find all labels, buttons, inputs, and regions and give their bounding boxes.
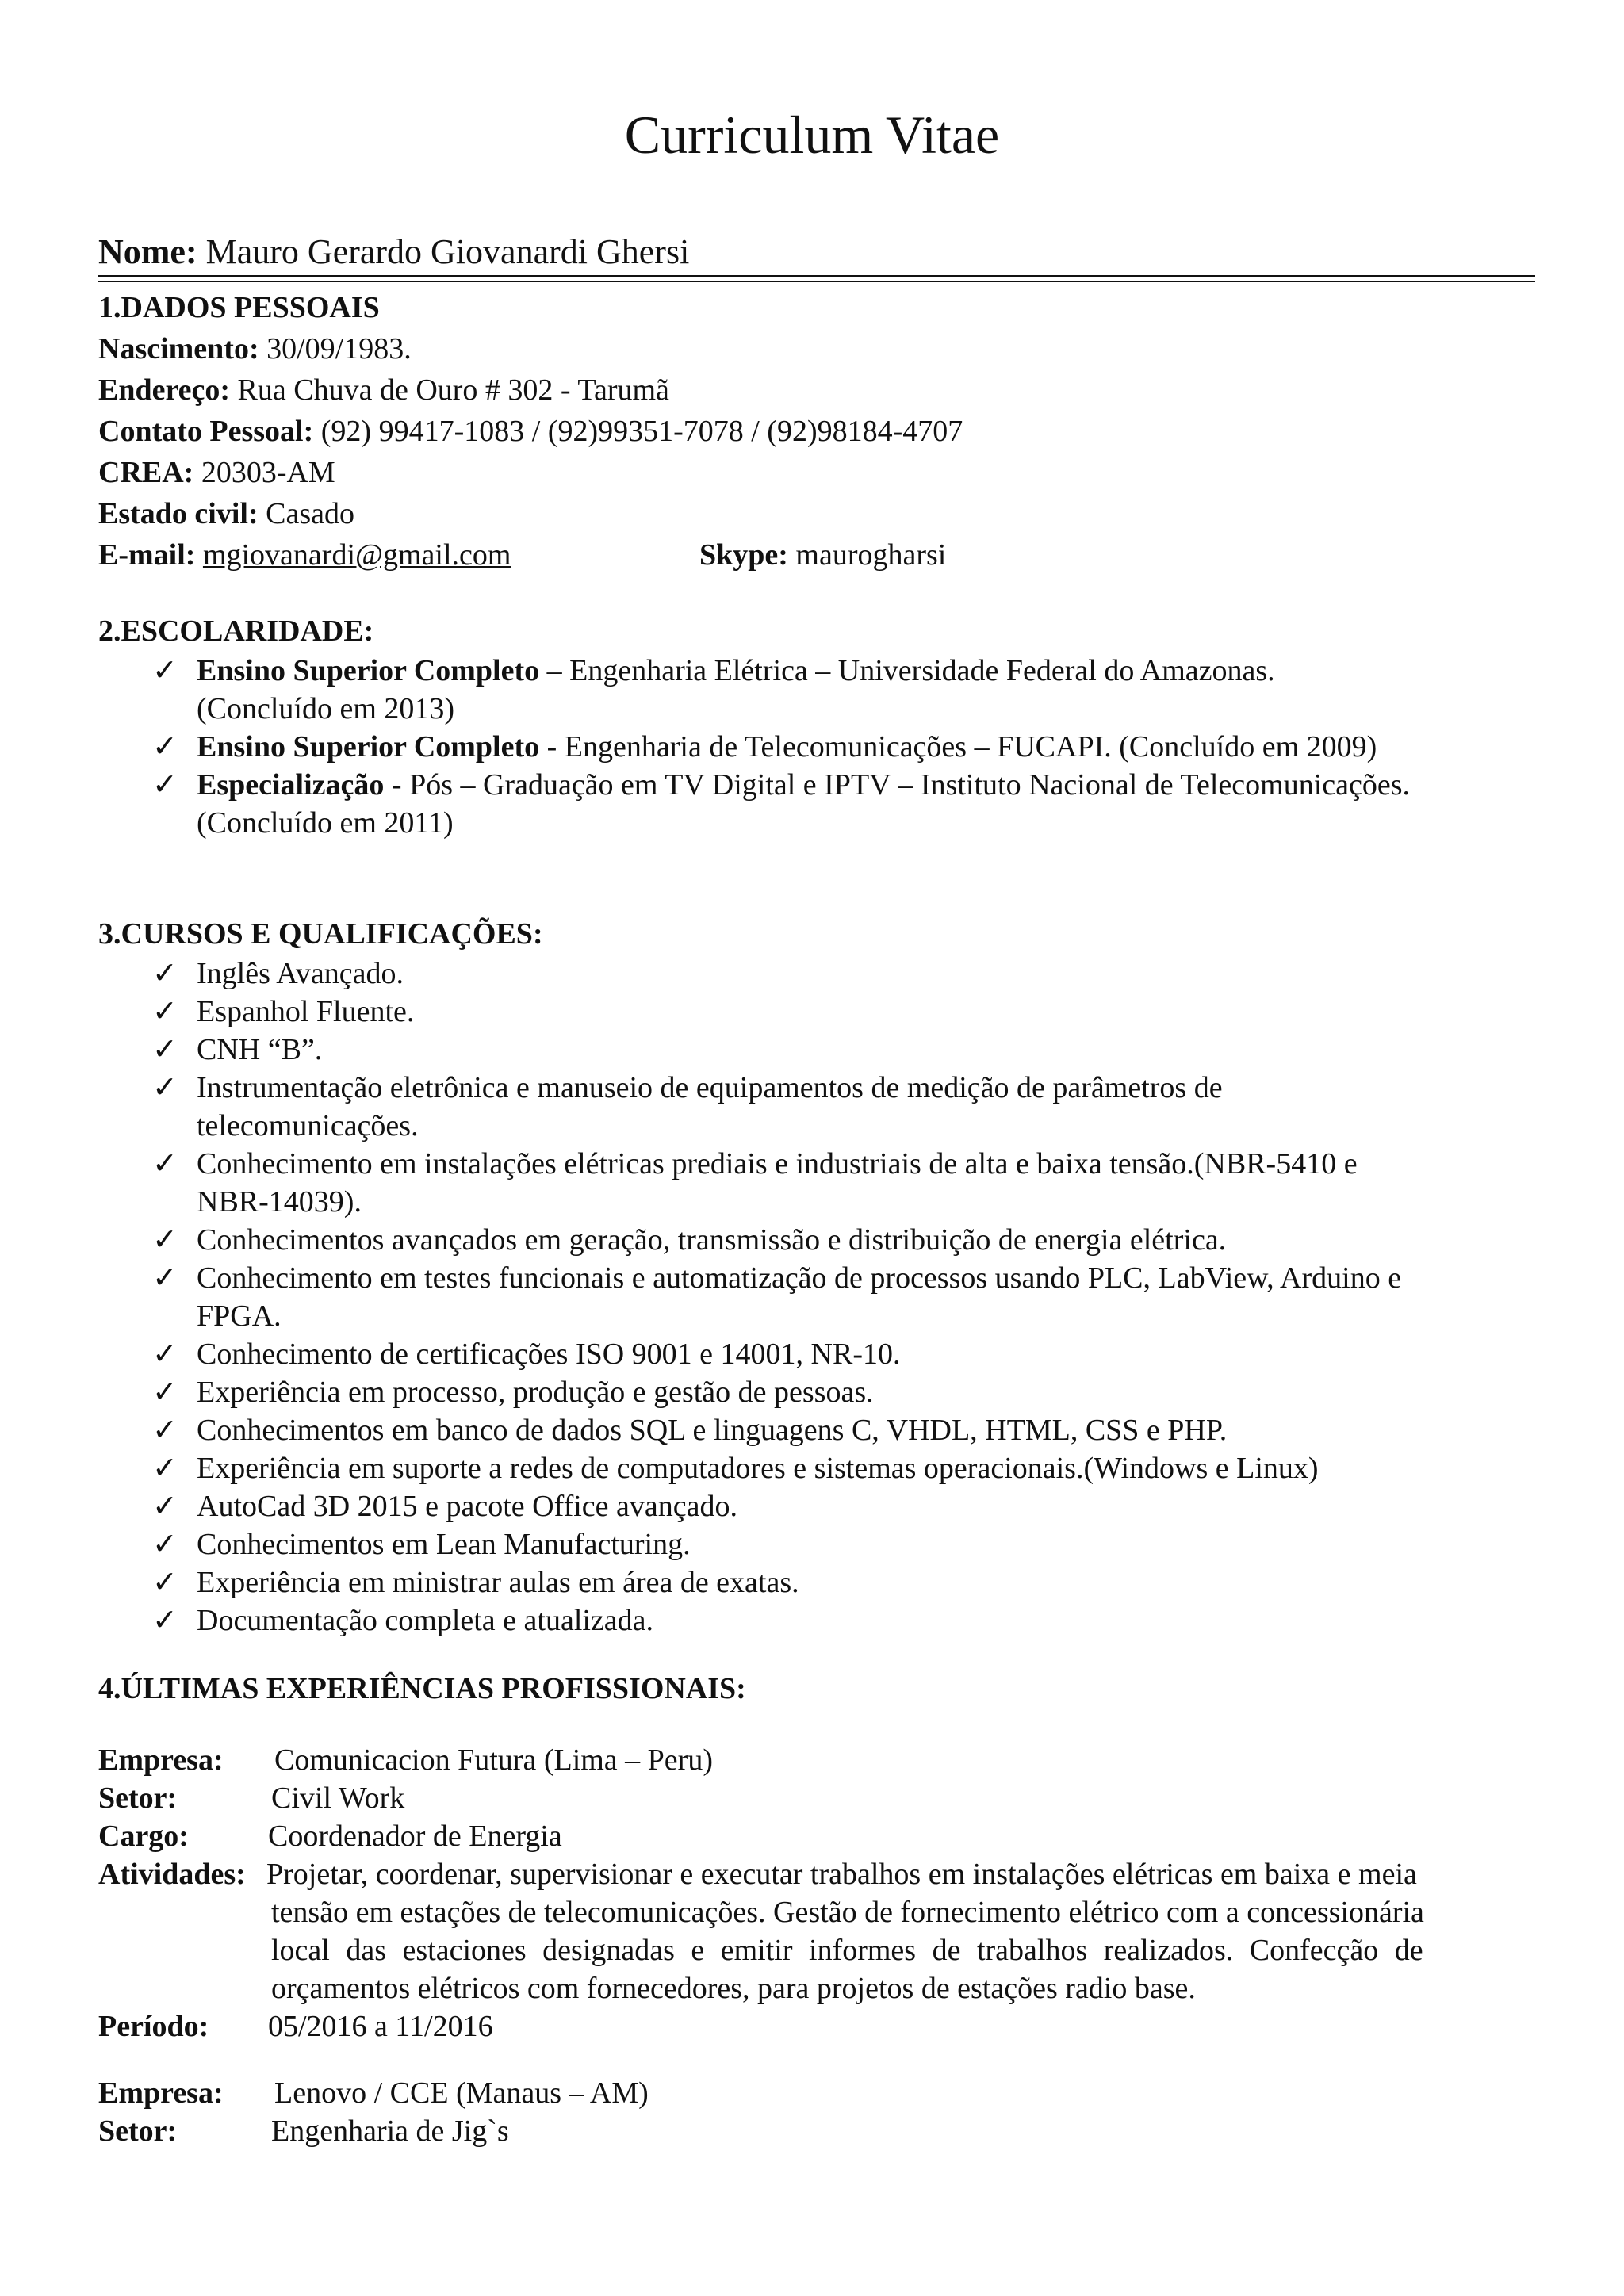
checkmark-icon: ✓	[152, 654, 178, 687]
birth-value: 30/09/1983.	[266, 332, 412, 365]
section-heading-education: 2.ESCOLARIDADE:	[98, 614, 374, 648]
checkmark-icon: ✓	[152, 768, 178, 802]
course-text: Documentação completa e atualizada.	[197, 1604, 654, 1637]
experience-section	[98, 1668, 1535, 2150]
course-item	[98, 1449, 1535, 1487]
education-list	[98, 652, 1535, 842]
divider	[98, 275, 1535, 277]
checkmark-icon: ✓	[152, 995, 178, 1028]
section-heading-courses: 3.CURSOS E QUALIFICAÇÕES:	[98, 917, 543, 951]
course-text: NBR-14039).	[197, 1185, 362, 1219]
address-value: Rua Chuva de Ouro # 302 - Tarumã	[237, 373, 669, 407]
checkmark-icon: ✓	[152, 957, 178, 990]
course-text: AutoCad 3D 2015 e pacote Office avançado.	[197, 1490, 737, 1523]
course-text: Conhecimentos avançados em geração, transmissão e distribuição de energia elétrica.	[197, 1223, 1227, 1257]
checkmark-icon: ✓	[152, 1376, 178, 1409]
course-text: Experiência em processo, produção e gestão de pessoas.	[197, 1376, 874, 1409]
checkmark-icon: ✓	[152, 1337, 178, 1371]
education-degree: Especialização -	[197, 768, 402, 802]
course-item	[98, 1563, 1535, 1601]
email-label: E-mail:	[98, 538, 196, 572]
activities-line: tensão em estações de telecomunicações. Gestão de fornecimento elétrico com a concessionária	[271, 1896, 1424, 1929]
course-text: CNH “B”.	[197, 1033, 323, 1066]
section-heading-experience: 4.ÚLTIMAS EXPERIÊNCIAS PROFISSIONAIS:	[98, 1672, 746, 1705]
education-item	[98, 652, 1535, 728]
checkmark-icon: ✓	[152, 1528, 178, 1561]
checkmark-icon: ✓	[152, 1452, 178, 1485]
course-text: Conhecimento de certificações ISO 9001 e 14001, NR-10.	[197, 1337, 901, 1371]
course-item	[98, 1221, 1535, 1259]
education-detail: – Engenharia Elétrica – Universidade Federal do Amazonas.	[539, 654, 1275, 687]
course-item	[98, 1487, 1535, 1525]
education-item	[98, 728, 1535, 766]
sector-label: Setor:	[98, 2114, 178, 2148]
checkmark-icon: ✓	[152, 1566, 178, 1599]
course-text: Conhecimento em instalações elétricas prediais e industriais de alta e baixa tensão.(NBR-5410 e	[197, 1147, 1358, 1181]
checkmark-icon: ✓	[152, 1490, 178, 1523]
crea-value: 20303-AM	[201, 456, 335, 489]
education-detail: Engenharia de Telecomunicações – FUCAPI. (Concluído em 2009)	[557, 730, 1377, 763]
period-label: Período:	[98, 2010, 209, 2043]
activities-block	[98, 1855, 1535, 2007]
course-item	[98, 1069, 1535, 1145]
course-item	[98, 1031, 1535, 1069]
period-value: 05/2016 a 11/2016	[268, 2010, 493, 2043]
company-label: Empresa:	[98, 2076, 224, 2110]
skype-label: Skype:	[699, 538, 788, 572]
activities-label: Atividades:	[98, 1858, 246, 1891]
divider	[98, 281, 1535, 282]
course-text: Instrumentação eletrônica e manuseio de equipamentos de medição de parâmetros de	[197, 1071, 1223, 1104]
course-item	[98, 1373, 1535, 1411]
activities-line: orçamentos elétricos com fornecedores, para projetos de estações radio base.	[271, 1972, 1196, 2005]
course-item	[98, 1145, 1535, 1221]
checkmark-icon: ✓	[152, 1071, 178, 1104]
sector-value: Civil Work	[271, 1781, 405, 1815]
course-text: telecomunicações.	[197, 1109, 419, 1142]
courses-list	[98, 955, 1535, 1640]
checkmark-icon: ✓	[152, 1147, 178, 1181]
education-item	[98, 766, 1535, 842]
course-item	[98, 1335, 1535, 1373]
course-item	[98, 1525, 1535, 1563]
role-value: Coordenador de Energia	[268, 1820, 562, 1853]
education-degree: Ensino Superior Completo -	[197, 730, 557, 763]
name-line	[98, 232, 689, 273]
personal-section	[98, 287, 1535, 576]
course-item	[98, 1601, 1535, 1640]
address-label: Endereço:	[98, 373, 231, 407]
checkmark-icon: ✓	[152, 730, 178, 763]
course-text: Conhecimentos em Lean Manufacturing.	[197, 1528, 691, 1561]
course-text: Experiência em ministrar aulas em área de exatas.	[197, 1566, 799, 1599]
contact-value: (92) 99417-1083 / (92)99351-7078 / (92)98184-4707	[320, 415, 963, 448]
education-completed: (Concluído em 2013)	[197, 692, 455, 725]
course-item	[98, 993, 1535, 1031]
education-detail: Pós – Graduação em TV Digital e IPTV – Instituto Nacional de Telecomunicações.	[401, 768, 1411, 802]
courses-section	[98, 913, 1535, 1640]
contact-label: Contato Pessoal:	[98, 415, 314, 448]
education-section	[98, 610, 1535, 842]
civil-value: Casado	[266, 497, 354, 530]
civil-label: Estado civil:	[98, 497, 259, 530]
skype-value: maurogharsi	[795, 538, 947, 572]
email-link[interactable]: mgiovanardi@gmail.com	[202, 538, 511, 572]
course-text: Inglês Avançado.	[197, 957, 404, 990]
activities-line: local das estaciones designadas e emitir informes de trabalhos realizados. Confecção de	[271, 1934, 1423, 1967]
education-degree: Ensino Superior Completo	[197, 654, 540, 687]
checkmark-icon: ✓	[152, 1223, 178, 1257]
company-value: Lenovo / CCE (Manaus – AM)	[274, 2076, 649, 2110]
sector-value: Engenharia de Jig`s	[271, 2114, 509, 2148]
education-completed: (Concluído em 2011)	[197, 806, 454, 840]
activities-line: Projetar, coordenar, supervisionar e executar trabalhos em instalações elétricas em baixa e meia	[266, 1858, 1417, 1891]
page-title: Curriculum Vitae	[624, 105, 1000, 165]
role-label: Cargo:	[98, 1820, 189, 1853]
course-item	[98, 1411, 1535, 1449]
checkmark-icon: ✓	[152, 1261, 178, 1295]
crea-label: CREA:	[98, 456, 194, 489]
course-text: FPGA.	[197, 1299, 282, 1333]
course-text: Espanhol Fluente.	[197, 995, 415, 1028]
course-text: Conhecimento em testes funcionais e automatização de processos usando PLC, LabView, Arduino e	[197, 1261, 1402, 1295]
company-value: Comunicacion Futura (Lima – Peru)	[274, 1743, 713, 1777]
course-text: Experiência em suporte a redes de computadores e sistemas operacionais.(Windows e Linux)	[197, 1452, 1319, 1485]
course-item	[98, 1259, 1535, 1335]
sector-label: Setor:	[98, 1781, 178, 1815]
checkmark-icon: ✓	[152, 1414, 178, 1447]
checkmark-icon: ✓	[152, 1604, 178, 1637]
course-item	[98, 955, 1535, 993]
company-label: Empresa:	[98, 1743, 224, 1777]
section-heading-personal: 1.DADOS PESSOAIS	[98, 291, 380, 324]
name-value: Mauro Gerardo Giovanardi Ghersi	[205, 232, 690, 271]
course-text: Conhecimentos em banco de dados SQL e linguagens C, VHDL, HTML, CSS e PHP.	[197, 1414, 1228, 1447]
checkmark-icon: ✓	[152, 1033, 178, 1066]
birth-label: Nascimento:	[98, 332, 259, 365]
name-label: Nome:	[98, 232, 197, 271]
